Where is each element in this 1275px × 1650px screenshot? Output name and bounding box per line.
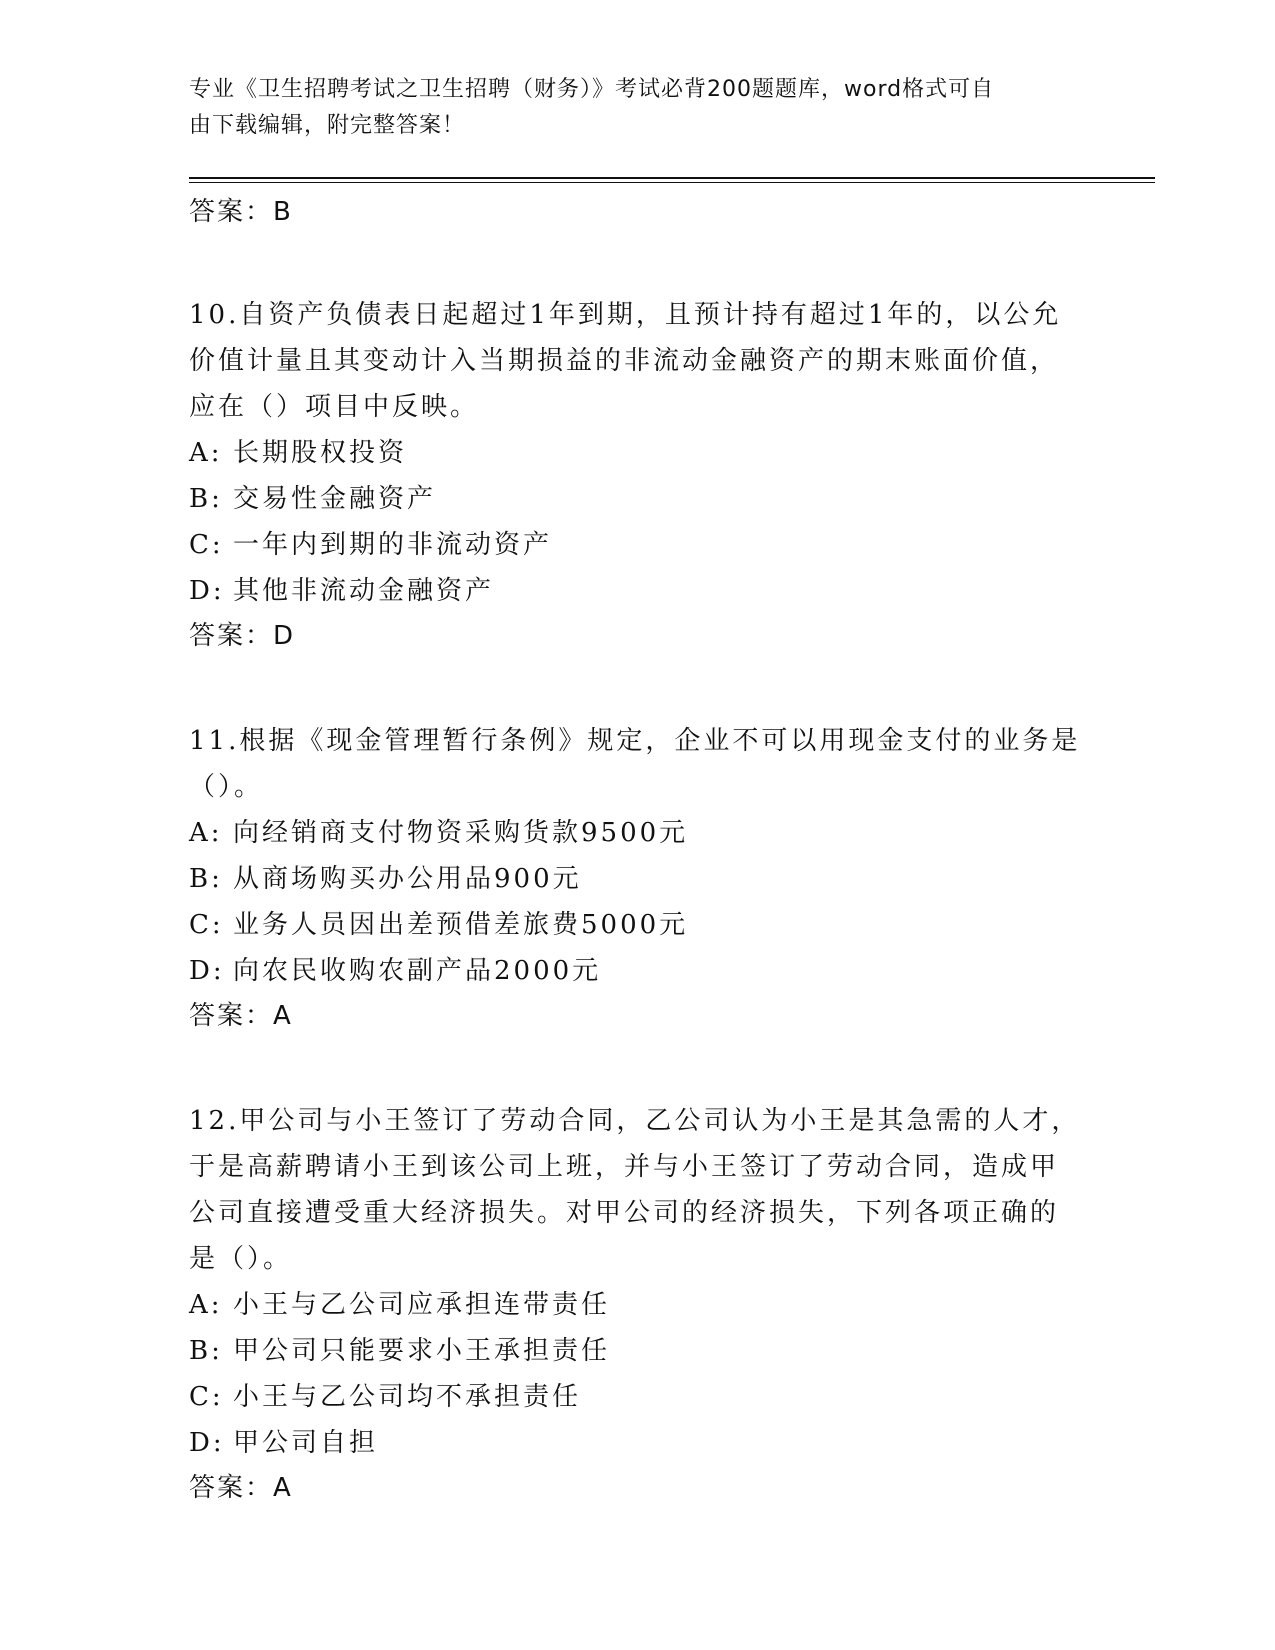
option-d — [189, 948, 1089, 994]
option-label: A: — [189, 818, 223, 848]
stem-line: 公司直接遭受重大经济损失。对甲公司的经济损失，下列各项正确的 — [189, 1198, 1060, 1228]
option-text: 从商场购买办公用品900元 — [233, 864, 582, 894]
option-label: D: — [189, 576, 225, 606]
option-c — [189, 1374, 1089, 1420]
option-label: C: — [189, 1382, 224, 1412]
question-10 — [189, 292, 1089, 658]
option-text: 长期股权投资 — [233, 438, 408, 468]
previous-answer: 答案：B — [189, 197, 293, 227]
option-d — [189, 568, 1089, 614]
option-label: A: — [189, 438, 223, 468]
option-label: B: — [189, 864, 223, 894]
header-line-1: 专业《卫生招聘考试之卫生招聘（财务）》考试必背200题题库，word格式可自 — [189, 77, 995, 102]
answer-line: 答案：A — [189, 1001, 293, 1031]
question-stem — [189, 1098, 1089, 1282]
option-text: 交易性金融资产 — [233, 484, 437, 514]
option-text: 小王与乙公司均不承担责任 — [233, 1382, 582, 1412]
option-text: 向农民收购农副产品2000元 — [233, 956, 602, 986]
option-text: 甲公司只能要求小王承担责任 — [233, 1336, 611, 1366]
option-a — [189, 1282, 1089, 1328]
spacer — [189, 658, 1089, 718]
question-stem — [189, 292, 1089, 430]
page-header — [189, 72, 1089, 144]
option-text: 一年内到期的非流动资产 — [233, 530, 553, 560]
option-a — [189, 810, 1089, 856]
question-stem — [189, 718, 1089, 810]
stem-line: （）。 — [189, 772, 264, 802]
header-rule-thick — [189, 177, 1155, 179]
option-c — [189, 522, 1089, 568]
stem-line: 价值计量且其变动计入当期损益的非流动金融资产的期末账面价值， — [189, 346, 1060, 376]
header-rule-thin — [189, 182, 1155, 183]
answer-line: 答案：D — [189, 621, 296, 651]
option-b — [189, 476, 1089, 522]
stem-line: 应在（）项目中反映。 — [189, 392, 480, 422]
option-label: D: — [189, 956, 225, 986]
stem-line: 是（）。 — [189, 1244, 293, 1274]
stem-line: 于是高薪聘请小王到该公司上班，并与小王签订了劳动合同，造成甲 — [189, 1152, 1060, 1182]
option-text: 其他非流动金融资产 — [233, 576, 495, 606]
option-label: B: — [189, 1336, 223, 1366]
option-text: 向经销商支付物资采购货款9500元 — [233, 818, 689, 848]
option-label: B: — [189, 484, 223, 514]
spacer — [189, 234, 1089, 292]
stem-line: 12.甲公司与小王签订了劳动合同，乙公司认为小王是其急需的人才， — [189, 1106, 1081, 1136]
option-c — [189, 902, 1089, 948]
spacer — [189, 1038, 1089, 1098]
option-b — [189, 856, 1089, 902]
stem-line: 10.自资产负债表日起超过1年到期，且预计持有超过1年的，以公允 — [189, 300, 1062, 330]
option-b — [189, 1328, 1089, 1374]
answer-line: 答案：A — [189, 1473, 293, 1503]
question-11 — [189, 718, 1089, 1038]
option-label: C: — [189, 910, 224, 940]
option-text: 业务人员因出差预借差旅费5000元 — [233, 910, 689, 940]
header-line-2: 由下载编辑，附完整答案！ — [189, 113, 466, 138]
option-text: 甲公司自担 — [233, 1428, 379, 1458]
stem-line: 11.根据《现金管理暂行条例》规定，企业不可以用现金支付的业务是 — [189, 726, 1081, 756]
option-d — [189, 1420, 1089, 1466]
question-list — [189, 190, 1089, 1510]
option-a — [189, 430, 1089, 476]
option-label: A: — [189, 1290, 223, 1320]
option-text: 小王与乙公司应承担连带责任 — [233, 1290, 611, 1320]
option-label: D: — [189, 1428, 225, 1458]
question-12 — [189, 1098, 1089, 1510]
option-label: C: — [189, 530, 224, 560]
